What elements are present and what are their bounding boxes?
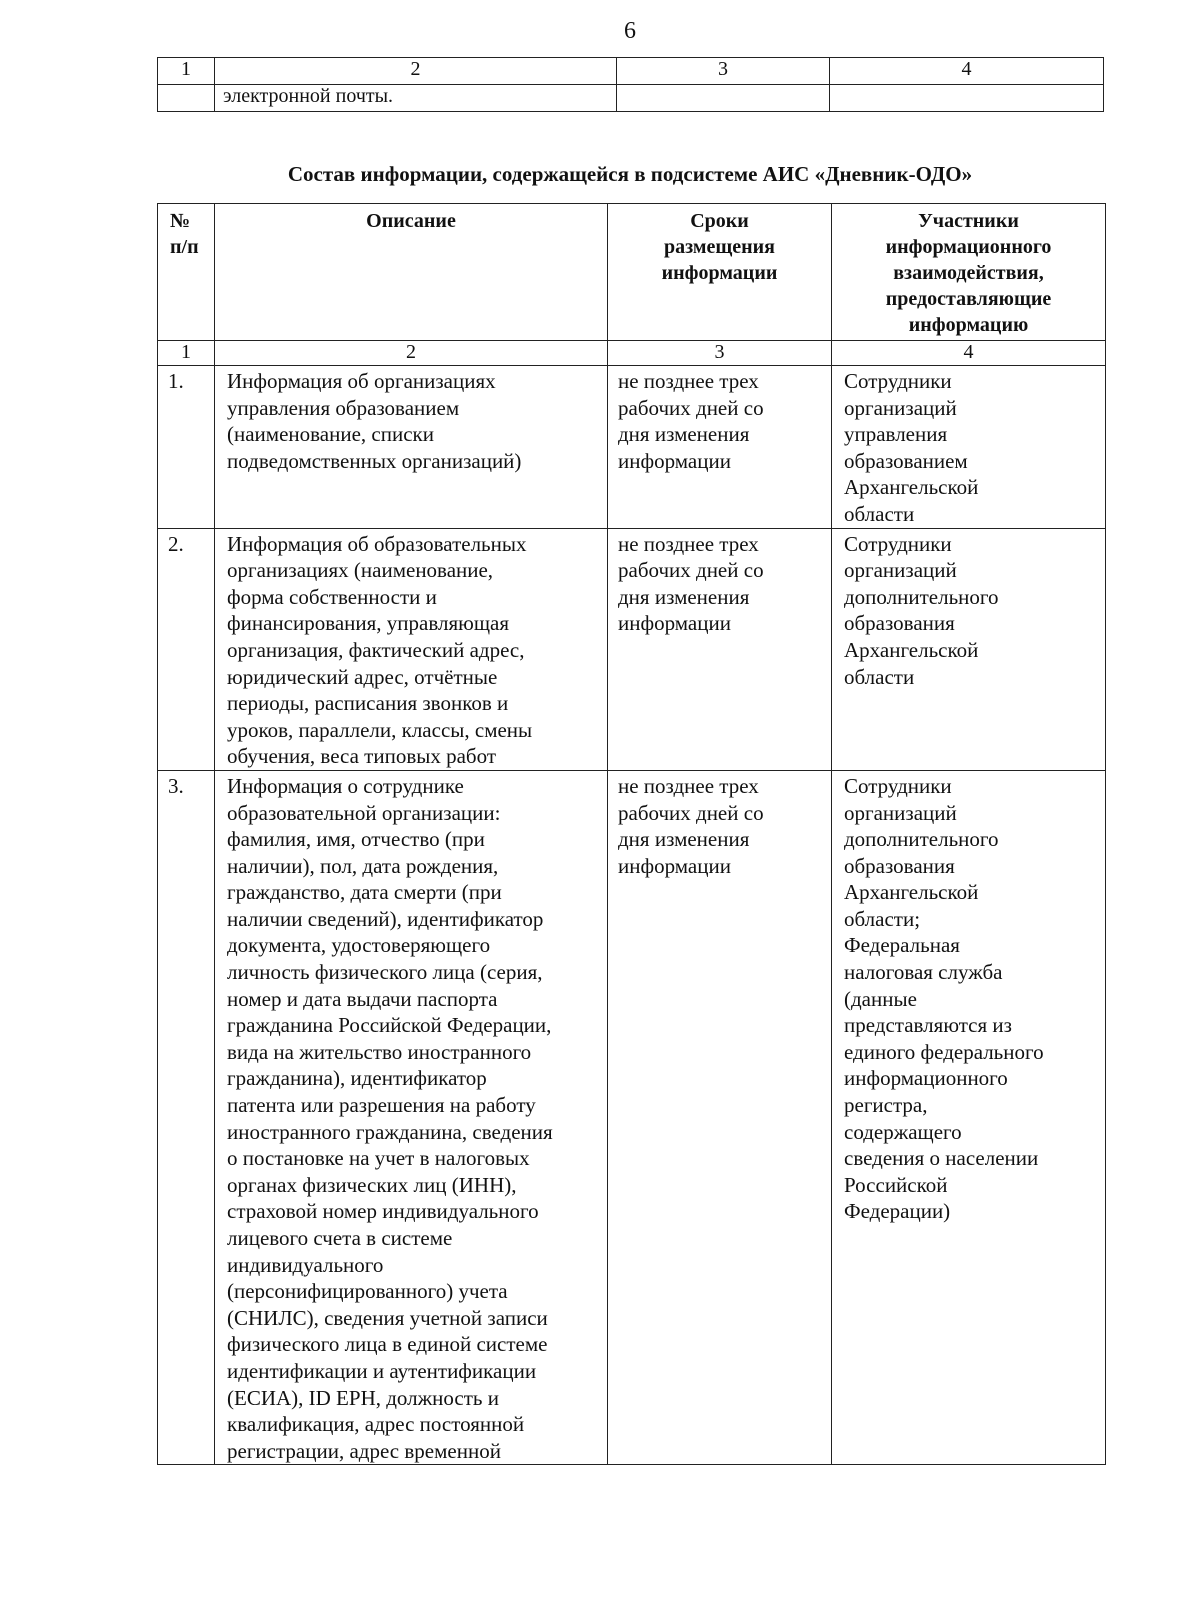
deadline-cell: не позднее трех рабочих дней со дня изменения информации <box>608 770 832 1464</box>
continuation-table <box>157 57 1104 112</box>
description-cell: Информация об образовательных организациях (наименование, форма собственности и финансирования, управляющая организация, фактический адрес, юридический адрес, отчётные периоды, расписания звонков и уроков, параллели, классы, смены обучения, веса типовых работ <box>215 528 608 770</box>
continuation-cell <box>830 85 1104 112</box>
description-cell: Информация об организациях управления образованием (наименование, списки подведомственных организаций) <box>215 366 608 529</box>
participants-cell: Сотрудники организаций управления образованием Архангельской области <box>832 366 1106 529</box>
row-number-cell: 1. <box>158 366 215 529</box>
table-header-row <box>158 204 1106 341</box>
column-number-cell: 3 <box>608 341 832 366</box>
row-number-cell: 3. <box>158 770 215 1464</box>
row-number-cell: 2. <box>158 528 215 770</box>
column-number-cell: 2 <box>215 341 608 366</box>
participants-cell: Сотрудники организаций дополнительного образования Архангельской области; Федеральная налоговая служба (данные представляются из единого федерального информационного регистра, содержащего сведения о населении Российской Федерации) <box>832 770 1106 1464</box>
table-row <box>158 770 1106 1464</box>
continuation-header-cell: 1 <box>158 58 215 85</box>
table-row <box>158 366 1106 529</box>
column-number-row <box>158 341 1106 366</box>
description-cell: Информация о сотруднике образовательной организации: фамилия, имя, отчество (при наличии), пол, дата рождения, гражданство, дата смерти (при наличии сведений), идентификатор документа, удостоверяющего личность физического лица (серия, номер и дата выдачи паспорта гражданина Российской Федерации, вида на жительство иностранного гражданина), идентификатор патента или разрешения на работу иностранного гражданина, сведения о постановке на учет в налоговых органах физических лиц (ИНН), страховой номер индивидуального лицевого счета в системе индивидуального (персонифицированного) учета (СНИЛС), сведения учетной записи физического лица в единой системе идентификации и аутентификации (ЕСИА), ID ЕРН, должность и квалификация, адрес постоянной регистрации, адрес временной <box>215 770 608 1464</box>
continuation-header-cell: 3 <box>617 58 830 85</box>
continuation-header-row <box>158 58 1104 85</box>
header-participants: Участники информационного взаимодействия, предоставляющие информацию <box>832 204 1106 341</box>
continuation-header-cell: 4 <box>830 58 1104 85</box>
continuation-cell: электронной почты. <box>215 85 617 112</box>
page-number: 6 <box>624 18 636 44</box>
table-row <box>158 528 1106 770</box>
continuation-cell <box>617 85 830 112</box>
continuation-data-row <box>158 85 1104 112</box>
header-description: Описание <box>215 204 608 341</box>
info-composition-table <box>157 203 1106 1465</box>
continuation-header-cell: 2 <box>215 58 617 85</box>
section-title: Состав информации, содержащейся в подсистеме АИС «Дневник-ОДО» <box>287 162 973 186</box>
column-number-cell: 1 <box>158 341 215 366</box>
column-number-cell: 4 <box>832 341 1106 366</box>
participants-cell: Сотрудники организаций дополнительного образования Архангельской области <box>832 528 1106 770</box>
header-deadline: Сроки размещения информации <box>608 204 832 341</box>
deadline-cell: не позднее трех рабочих дней со дня изменения информации <box>608 528 832 770</box>
continuation-cell <box>158 85 215 112</box>
header-number: № п/п <box>158 204 215 341</box>
deadline-cell: не позднее трех рабочих дней со дня изменения информации <box>608 366 832 529</box>
